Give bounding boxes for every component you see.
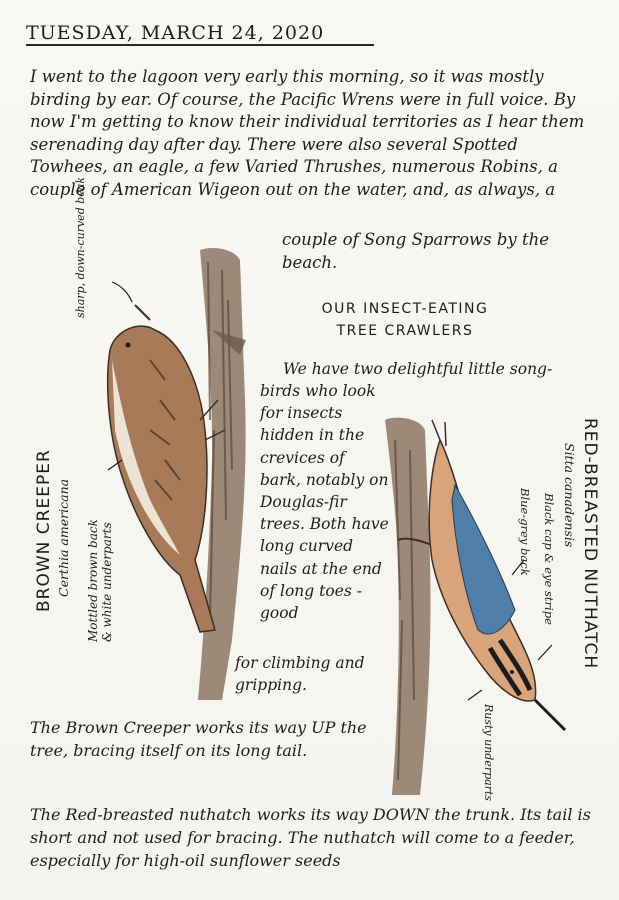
- journal-date: TUESDAY, MARCH 24, 2020: [26, 22, 325, 44]
- creeper-beak-note: sharp, down-curved beak: [74, 176, 87, 318]
- cap-note-arrow: [538, 645, 552, 660]
- nuthatch-scientific-name: Sitta canadensis: [562, 443, 577, 548]
- beak-arrow: [112, 282, 132, 302]
- brown-creeper-scientific-name: Certhia americana: [56, 478, 71, 597]
- nuthatch-underparts-note: Rusty underparts: [482, 704, 495, 802]
- nuthatch-name: RED-BREASTED NUTHATCH: [580, 418, 600, 670]
- creeper-note-line-1: Mottled brown back: [86, 519, 100, 642]
- nuthatch-back-note: Blue-grey back: [518, 488, 532, 576]
- creeper-paragraph: The Brown Creeper works its way UP the tree, bracing itself on its long tail.: [30, 718, 367, 760]
- insect-intro-tail: for climbing and gripping.: [235, 654, 365, 694]
- intro-paragraph-tail: couple of Song Sparrows by the beach.: [282, 230, 550, 272]
- underparts-arrow: [468, 690, 482, 700]
- nuthatch-paragraph: The Red-breasted nuthatch works its way DOWN the trunk. Its tail is short and not used for bracing. The nuthatch will come to a feeder, especially for high-oil sunflower seeds: [30, 805, 591, 870]
- insect-intro-column: birds who look for insects hidden in the crevices of bark, notably on Douglas-fir trees. Both have long curved nails at the end of long toes - good: [260, 382, 389, 623]
- nuthatch-cap-note: Black cap & eye stripe: [542, 493, 556, 625]
- brown-creeper-name: BROWN CREEPER: [34, 449, 54, 612]
- heading-line-1: OUR INSECT-EATING: [321, 301, 489, 317]
- insect-intro-line: We have two delightful little song-: [283, 360, 553, 378]
- intro-paragraph: I went to the lagoon very early this morning, so it was mostly birding by ear. Of course, the Pacific Wrens were in full voice. By now I'm getting to know their individual territories as I hear them serenading day after day. There were also several Spotted Towhees, an eagle, a few Varied Thrushes, numerous Robins, a couple of American Wigeon out on the water, and, as always, a: [30, 67, 585, 199]
- heading-line-2: TREE CRAWLERS: [336, 323, 474, 339]
- creeper-note-line-2: & white underparts: [100, 522, 114, 642]
